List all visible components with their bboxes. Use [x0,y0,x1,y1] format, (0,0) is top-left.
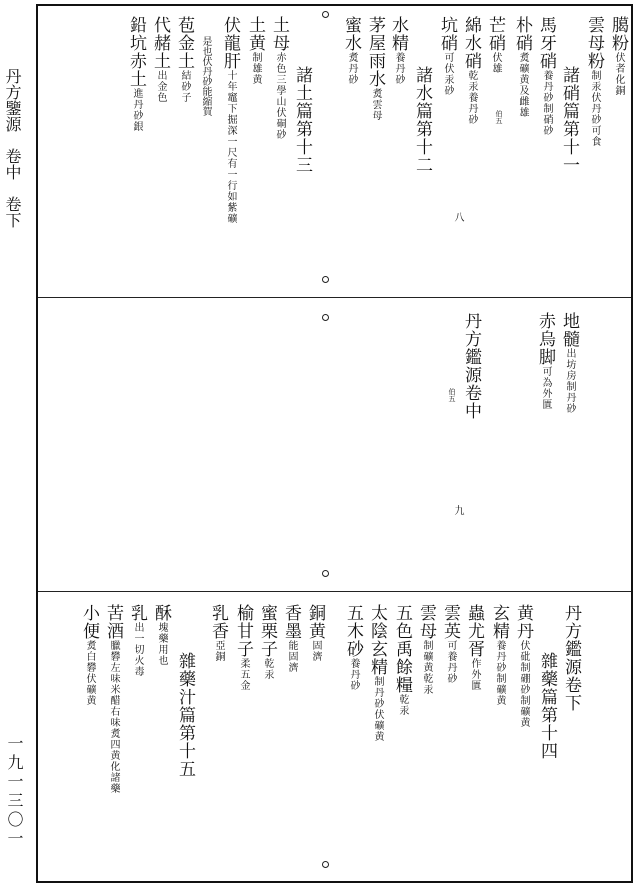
text-column: 小便煑白礬伏礦黄 [79,604,99,706]
binding-hole [322,11,329,18]
section-heading: 雜藥篇第十四 [537,652,557,760]
divider-top [38,297,631,298]
section-heading: 諸硝篇第十一 [559,66,579,174]
text-column: 茅屋雨水煑雲母 [365,16,385,121]
binding-hole [322,570,329,577]
text-column: 太陰玄精制丹砂伏礦黄 [367,604,387,742]
binding-hole [322,276,329,283]
text-column: 坑硝可伏汞砂 [437,16,457,96]
text-column: 地髓出坊房制丹砂 [559,312,579,414]
text-column: 赤烏脚可為外匱 [535,312,555,410]
text-column: 伏龍肝十年竈下掘深一尺有一行如紫礦 [220,16,240,224]
section-heading: 諸土篇第十三 [292,66,312,174]
text-column: 蜜栗子乾汞 [257,604,277,680]
text-column: 蜜水煑丹砂 [341,16,361,85]
text-column: 苞金土結砂子 [174,16,194,103]
annotation: 伯五 [448,388,456,402]
text-column: 土黄制雄黄 [245,16,265,85]
text-column: 乳出一切火毒 [127,604,147,677]
text-column: 酥塊藥用也 [151,604,171,666]
annotation: 伯五 [495,110,503,124]
section-heading: 雜藥汁篇第十五 [175,652,195,778]
text-column: 黄丹伏砒制硼砂制礦黄 [513,604,533,728]
page-number: 一九一三〇一 [5,735,24,849]
text-column: 是也伏丹砂能縮賀 [200,36,211,116]
text-column: 馬牙硝養丹砂制硝砂 [536,16,556,136]
text-column: 五木砂養丹砂 [343,604,363,691]
text-column: 銅黄固濟 [305,604,325,662]
text-column: 朴硝煑礦黄及雌雄 [512,16,532,118]
page-mark: 九 [452,505,463,515]
text-column: 香墨能固濟 [281,604,301,673]
chapter-title: 丹方鑑源卷中 [461,312,481,420]
text-column: 代赭土出金色 [150,16,170,103]
text-column: 玄精養丹砂制礦黄 [489,604,509,706]
text-column: 榆甘子柔五金 [233,604,253,691]
text-column: 芒硝伏雄 [485,16,505,74]
section-heading: 諸水篇第十二 [412,66,432,174]
text-column: 苦酒臘礬左味米醋右味煑四黄化諸藥 [103,604,123,794]
side-title: 丹方鑒源 卷中 卷下 [3,68,22,228]
binding-hole [322,861,329,868]
text-column: 蟲尤胥作外匱 [464,604,484,691]
divider-bottom [38,591,631,592]
text-column: 水精養丹砂 [388,16,408,85]
text-column: 雲母粉制汞伏丹砂可食 [584,16,604,147]
text-column: 土母赤色三學山伏硐砂 [269,16,289,140]
text-column: 五色禹餘糧乾汞 [392,604,412,716]
chapter-title: 丹方鑑源卷下 [561,604,581,712]
annotation: 八 [452,212,463,222]
text-column: 臈粉伏者化銅 [608,16,628,96]
text-column: 鉛坑赤土進丹砂銀 [126,16,146,132]
binding-hole [322,314,329,321]
text-column: 雲母制礦黄乾汞 [416,604,436,695]
text-column: 雲英可養丹砂 [440,604,460,684]
text-column: 乳香亞銅 [208,604,228,662]
text-column: 綿水硝乾汞養丹砂 [461,16,481,125]
